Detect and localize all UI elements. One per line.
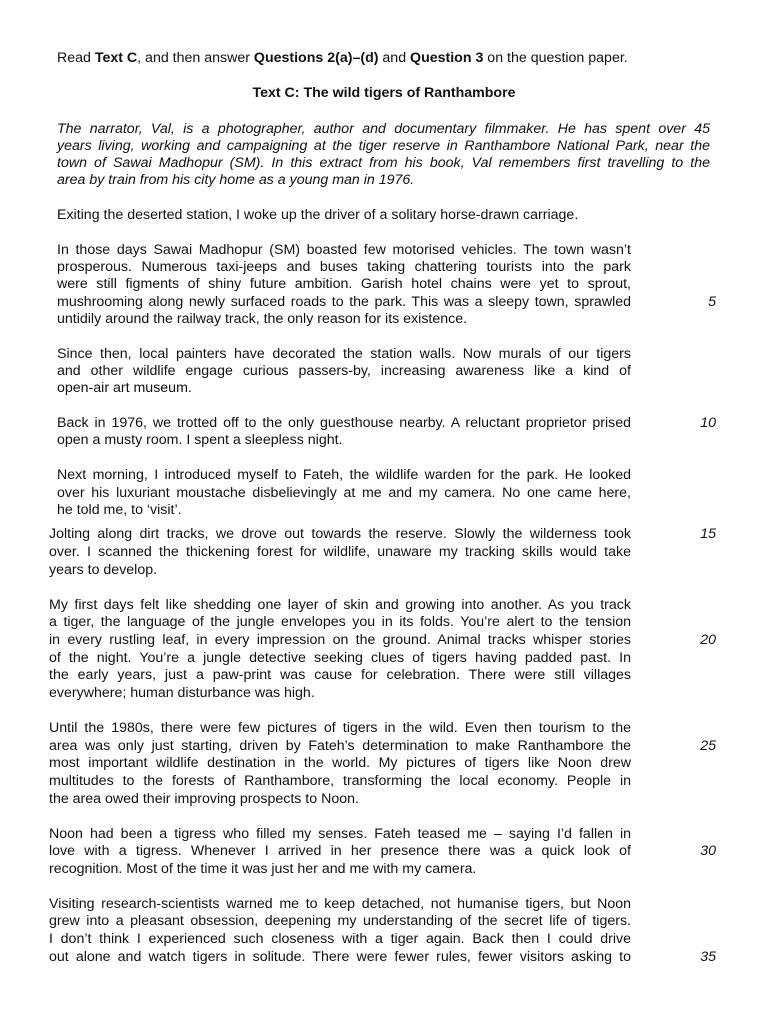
instruction-questions-2: Questions 2(a)–(d) (253, 50, 379, 66)
paragraph-line: over. I scanned the thickening forest for wildlife, unaware my tracking skills would take (49, 544, 631, 560)
intro-line: years living, working and campaigning at the tiger reserve in Ranthambore National Park, near the (57, 138, 710, 154)
intro-line: town of Sawai Madhopur (SM). In this extract from his book, Val remembers first travelling to the (57, 155, 710, 171)
paragraph-line: Back in 1976, we trotted off to the only guesthouse nearby. A reluctant proprietor prised (57, 415, 631, 431)
paragraph-line: Visiting research-scientists warned me to keep detached, not humanise tigers, but Noon (49, 896, 631, 912)
intro-line: The narrator, Val, is a photographer, author and documentary filmmaker. He has spent over 45 (57, 121, 710, 137)
paragraph-line: open-air art museum. (57, 380, 192, 396)
paragraph-line: prosperous. Numerous taxi-jeeps and buses taking chattering tourists into the park (57, 259, 631, 275)
paragraph-line: Since then, local painters have decorated the station walls. Now murals of our tigers (57, 346, 631, 362)
instruction-question-3: Question 3 (410, 50, 484, 66)
paragraph-line: Exiting the deserted station, I woke up the driver of a solitary horse-drawn carriage. (57, 207, 579, 223)
intro-line: area by train from his city home as a young man in 1976. (57, 172, 415, 188)
paragraph-line: Next morning, I introduced myself to Fateh, the wildlife warden for the park. He looked (57, 467, 631, 483)
line-number: 35 (700, 949, 716, 965)
line-number: 15 (700, 526, 716, 542)
paragraph-line: in every rustling leaf, in every impression on the ground. Animal tracks whisper stories (49, 632, 631, 648)
paragraph-line: most important wildlife destination in the world. My pictures of tigers like Noon drew (49, 755, 631, 771)
paragraph-line: mushrooming along newly surfaced roads to the park. This was a sleepy town, sprawled (57, 294, 631, 310)
line-number: 10 (700, 415, 716, 431)
paragraph-line: My first days felt like shedding one layer of skin and growing into another. As you track (49, 597, 631, 613)
instruction-text-c: Text C (94, 50, 138, 66)
paragraph-line: everywhere; human disturbance was high. (49, 685, 315, 701)
paragraph-line: were still figments of shiny future ambition. Garish hotel chains were yet to sprout, (57, 276, 631, 292)
paragraph-line: untidily around the railway track, the only reason for its existence. (57, 311, 468, 327)
paragraph-line: a tiger, the language of the jungle envelopes you in its folds. You’re alert to the tension (49, 614, 631, 630)
text-title: Text C: The wild tigers of Ranthambore (252, 85, 516, 101)
paragraph-line: and other wildlife engage curious passers-by, increasing awareness like a kind of (57, 363, 631, 379)
instruction-text: and (378, 50, 411, 66)
line-number: 30 (700, 843, 716, 859)
instruction-line (57, 50, 628, 67)
paragraph-line: multitudes to the forests of Ranthambore, transforming the local economy. People in (49, 773, 631, 789)
paragraph-line: open a musty room. I spent a sleepless night. (57, 432, 343, 448)
paragraph-line: I don’t think I experienced such closeness with a tiger again. Back then I could drive (49, 931, 631, 947)
paragraph-line: Jolting along dirt tracks, we drove out towards the reserve. Slowly the wilderness took (49, 526, 631, 542)
paragraph-line: over his luxuriant moustache disbelievingly at me and my camera. No one came here, (57, 485, 631, 501)
paragraph-line: Until the 1980s, there were few pictures of tigers in the wild. Even then tourism to the (49, 720, 631, 736)
line-number: 5 (708, 294, 716, 310)
paragraph-line: out alone and watch tigers in solitude. There were fewer rules, fewer visitors asking to (49, 949, 631, 965)
paragraph-line: he told me, to ‘visit’. (57, 502, 182, 518)
instruction-text: Read (57, 50, 95, 66)
paragraph-line: recognition. Most of the time it was just her and me with my camera. (49, 861, 477, 877)
paragraph-line: Noon had been a tigress who filled my senses. Fateh teased me – saying I’d fallen in (49, 826, 631, 842)
paragraph-line: grew into a pleasant obsession, deepening my understanding of the secret life of tigers. (49, 913, 631, 929)
instruction-text: on the question paper. (483, 50, 628, 66)
line-number: 25 (700, 738, 716, 754)
paragraph-line: years to develop. (49, 562, 158, 578)
paragraph-line: love with a tigress. Whenever I arrived in her presence there was a quick look of (49, 843, 631, 859)
paragraph-line: the early years, just a paw-print was cause for celebration. There were still villages (49, 667, 631, 683)
paragraph-line: the area owed their improving prospects to Noon. (49, 791, 359, 807)
paragraph-line: In those days Sawai Madhopur (SM) boasted few motorised vehicles. The town wasn’t (57, 242, 631, 258)
paragraph-line: area was only just starting, driven by Fateh’s determination to make Ranthambore the (49, 738, 631, 754)
paragraph-line: of the night. You’re a jungle detective seeking clues of tigers having padded past. In (49, 650, 631, 666)
line-number: 20 (700, 632, 716, 648)
instruction-text: , and then answer (137, 50, 254, 66)
